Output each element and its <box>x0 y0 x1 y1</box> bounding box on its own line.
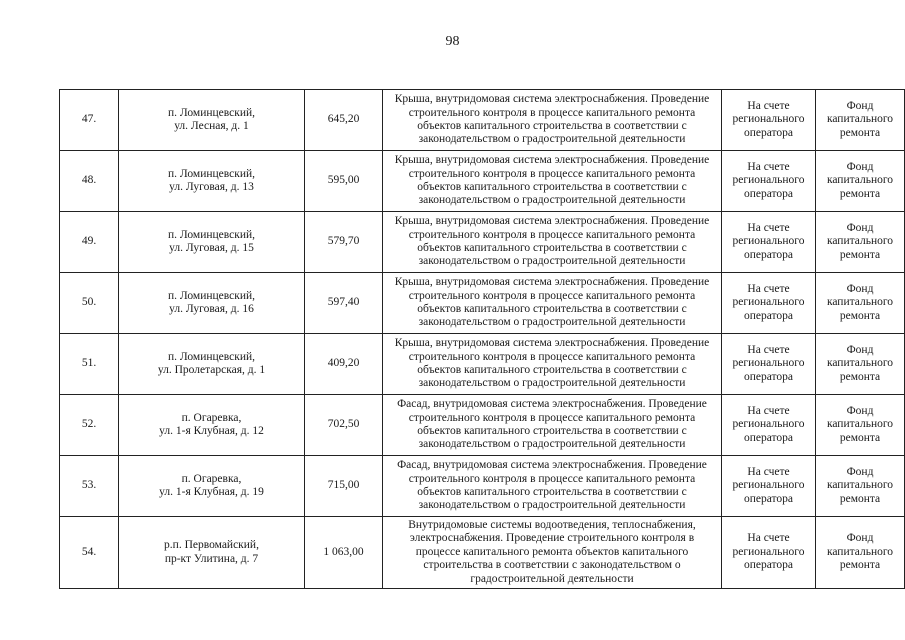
row-number-cell: 48. <box>60 151 119 212</box>
area-cell: 645,20 <box>305 90 383 151</box>
address-cell <box>119 334 305 395</box>
work-line: строительного контроля в процессе капитального ремонта <box>408 472 696 485</box>
work-line: объектов капитального строительства в соответствии с <box>417 364 687 376</box>
area-cell: 715,00 <box>305 456 383 517</box>
address-line: р.п. Первомайский, <box>164 539 259 552</box>
fund-line: капитального <box>826 296 894 309</box>
work-description-cell <box>383 517 722 589</box>
account-line: На счете <box>747 221 790 234</box>
account-line: На счете <box>747 282 790 295</box>
address-cell <box>119 212 305 273</box>
account-line: оператора <box>743 559 794 572</box>
account-line: регионального <box>732 479 805 492</box>
address-line: ул. Лесная, д. 1 <box>174 120 249 132</box>
fund-line: ремонта <box>839 370 881 383</box>
work-description-cell <box>383 273 722 334</box>
row-number-cell: 53. <box>60 456 119 517</box>
address-line: п. Ломинцевский, <box>167 350 256 363</box>
work-line: Крыша, внутридомовая система электроснабжения. Проведение <box>394 93 710 106</box>
fund-cell <box>816 151 905 212</box>
work-line: Внутридомовые системы водоотведения, теплоснабжения, <box>408 518 696 531</box>
area-cell: 702,50 <box>305 395 383 456</box>
account-line: На счете <box>747 465 790 478</box>
table-row <box>60 273 905 334</box>
account-line: регионального <box>732 545 805 558</box>
row-number-cell: 52. <box>60 395 119 456</box>
account-line: На счете <box>747 532 790 545</box>
account-line: На счете <box>747 404 790 417</box>
account-line: оператора <box>743 370 794 383</box>
fund-line: капитального <box>826 174 894 187</box>
work-line: законодательством о градостроительной деятельности <box>418 377 686 390</box>
account-line: На счете <box>747 99 790 112</box>
fund-cell <box>816 334 905 395</box>
work-line: законодательством о градостроительной деятельности <box>418 133 686 146</box>
work-line: строительного контроля в процессе капитального ремонта <box>408 167 696 180</box>
work-line: объектов капитального строительства в соответствии с <box>417 486 687 498</box>
address-line: п. Ломинцевский, <box>167 106 256 119</box>
address-line: ул. 1-я Клубная, д. 12 <box>159 425 264 437</box>
account-line: оператора <box>743 492 794 505</box>
address-line: п. Ломинцевский, <box>167 167 256 180</box>
row-number-cell: 50. <box>60 273 119 334</box>
area-cell: 409,20 <box>305 334 383 395</box>
work-line: Крыша, внутридомовая система электроснабжения. Проведение <box>394 154 710 167</box>
work-line: законодательством о градостроительной деятельности <box>418 438 686 451</box>
work-line: Крыша, внутридомовая система электроснабжения. Проведение <box>394 215 710 228</box>
fund-cell <box>816 90 905 151</box>
row-number-cell: 49. <box>60 212 119 273</box>
account-line: регионального <box>732 235 805 248</box>
page-number: 98 <box>445 34 460 49</box>
work-line: строительного контроля в процессе капитального ремонта <box>408 106 696 119</box>
fund-line: капитального <box>826 479 894 492</box>
fund-line: ремонта <box>839 309 881 322</box>
address-cell <box>119 395 305 456</box>
table-row <box>60 517 905 589</box>
fund-line: ремонта <box>839 431 881 444</box>
area-cell: 595,00 <box>305 151 383 212</box>
work-line: строительного контроля в процессе капитального ремонта <box>408 228 696 241</box>
area-cell: 1 063,00 <box>305 517 383 589</box>
row-number-cell: 47. <box>60 90 119 151</box>
account-line: оператора <box>743 187 794 200</box>
work-line: объектов капитального строительства в соответствии с <box>417 181 687 193</box>
account-line: На счете <box>747 160 790 173</box>
address-line: ул. 1-я Клубная, д. 19 <box>159 486 264 498</box>
work-line: законодательством о градостроительной деятельности <box>418 316 686 329</box>
work-line: законодательством о градостроительной деятельности <box>418 255 686 268</box>
fund-line: капитального <box>826 545 894 558</box>
fund-line: капитального <box>826 235 894 248</box>
account-line: регионального <box>732 296 805 309</box>
account-cell <box>722 395 816 456</box>
account-cell <box>722 212 816 273</box>
work-line: законодательством о градостроительной деятельности <box>418 499 686 512</box>
table-row <box>60 395 905 456</box>
work-line: объектов капитального строительства в соответствии с <box>417 303 687 315</box>
fund-cell <box>816 212 905 273</box>
fund-cell <box>816 517 905 589</box>
fund-line: Фонд <box>846 532 874 545</box>
address-cell <box>119 456 305 517</box>
fund-line: ремонта <box>839 559 881 572</box>
fund-line: Фонд <box>846 343 874 356</box>
fund-line: ремонта <box>839 492 881 505</box>
account-line: регионального <box>732 113 805 126</box>
work-line: Крыша, внутридомовая система электроснабжения. Проведение <box>394 276 710 289</box>
table-row <box>60 334 905 395</box>
fund-line: Фонд <box>846 465 874 478</box>
work-line: Фасад, внутридомовая система электроснабжения. Проведение <box>397 398 707 411</box>
fund-line: Фонд <box>846 282 874 295</box>
account-cell <box>722 273 816 334</box>
address-line: пр-кт Улитина, д. 7 <box>164 552 259 565</box>
table-row <box>60 151 905 212</box>
fund-line: Фонд <box>846 99 874 112</box>
capital-repair-table <box>59 89 905 589</box>
work-line: законодательством о градостроительной деятельности <box>418 194 686 207</box>
address-line: ул. Пролетарская, д. 1 <box>157 364 266 376</box>
fund-line: капитального <box>826 418 894 431</box>
account-line: регионального <box>732 357 805 370</box>
work-line: объектов капитального строительства в соответствии с <box>417 242 687 254</box>
account-cell <box>722 456 816 517</box>
fund-line: капитального <box>826 357 894 370</box>
work-line: процессе капитального ремонта объектов капитального <box>415 545 689 558</box>
fund-line: ремонта <box>839 126 881 139</box>
row-number-cell: 51. <box>60 334 119 395</box>
address-line: п. Огаревка, <box>181 472 242 485</box>
account-line: оператора <box>743 431 794 444</box>
account-line: оператора <box>743 309 794 322</box>
account-line: регионального <box>732 418 805 431</box>
work-line: градостроительной деятельности <box>470 572 634 585</box>
address-line: ул. Луговая, д. 15 <box>169 242 254 254</box>
fund-cell <box>816 273 905 334</box>
address-cell <box>119 151 305 212</box>
work-line: объектов капитального строительства в соответствии с <box>417 425 687 437</box>
fund-cell <box>816 395 905 456</box>
table-row <box>60 212 905 273</box>
fund-line: Фонд <box>846 221 874 234</box>
account-line: регионального <box>732 174 805 187</box>
address-line: п. Ломинцевский, <box>167 289 256 302</box>
fund-line: Фонд <box>846 160 874 173</box>
table-body <box>60 90 905 589</box>
account-line: оператора <box>743 248 794 261</box>
table-row <box>60 90 905 151</box>
work-description-cell <box>383 334 722 395</box>
work-line: электроснабжения. Проведение строительного контроля в <box>409 532 695 545</box>
account-cell <box>722 334 816 395</box>
work-description-cell <box>383 395 722 456</box>
table-row <box>60 456 905 517</box>
area-cell: 579,70 <box>305 212 383 273</box>
work-description-cell <box>383 212 722 273</box>
account-cell <box>722 90 816 151</box>
address-line: ул. Луговая, д. 16 <box>169 303 254 315</box>
work-line: объектов капитального строительства в соответствии с <box>417 120 687 132</box>
address-cell <box>119 273 305 334</box>
work-description-cell <box>383 151 722 212</box>
account-cell <box>722 517 816 589</box>
fund-line: ремонта <box>839 248 881 261</box>
row-number-cell: 54. <box>60 517 119 589</box>
area-cell: 597,40 <box>305 273 383 334</box>
work-description-cell <box>383 90 722 151</box>
work-line: строительного контроля в процессе капитального ремонта <box>408 350 696 363</box>
work-line: Крыша, внутридомовая система электроснабжения. Проведение <box>394 337 710 350</box>
address-cell <box>119 90 305 151</box>
work-description-cell <box>383 456 722 517</box>
work-line: строительного контроля в процессе капитального ремонта <box>408 289 696 302</box>
work-line: Фасад, внутридомовая система электроснабжения. Проведение <box>397 459 707 472</box>
fund-line: Фонд <box>846 404 874 417</box>
account-line: На счете <box>747 343 790 356</box>
fund-line: капитального <box>826 113 894 126</box>
address-cell <box>119 517 305 589</box>
account-line: оператора <box>743 126 794 139</box>
fund-cell <box>816 456 905 517</box>
account-cell <box>722 151 816 212</box>
work-line: строительного контроля в процессе капитального ремонта <box>408 411 696 424</box>
address-line: п. Ломинцевский, <box>167 228 256 241</box>
work-line: строительства в соответствии с законодательством о <box>423 559 681 572</box>
fund-line: ремонта <box>839 187 881 200</box>
address-line: ул. Луговая, д. 13 <box>169 181 254 193</box>
address-line: п. Огаревка, <box>181 411 242 424</box>
